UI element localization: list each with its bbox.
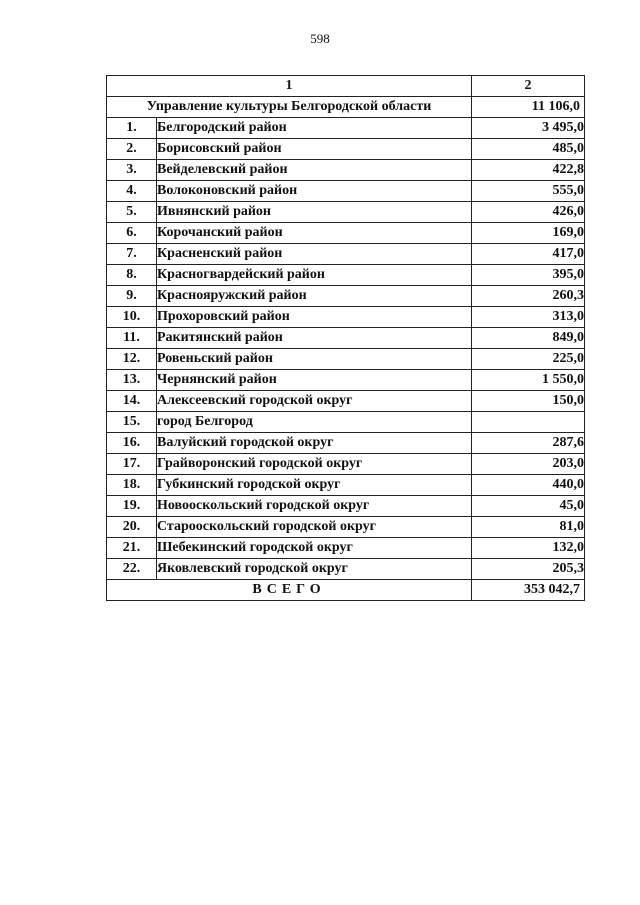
table-row [107,181,585,202]
row-name: Чернянский район [157,370,472,391]
row-name: Алексеевский городской округ [157,391,472,412]
header-col-1: 1 [107,76,472,97]
row-value: 225,0 [472,349,585,370]
table-header-row [107,76,585,97]
department-row [107,97,585,118]
department-value: 11 106,0 [472,97,585,118]
row-number: 7. [107,244,157,265]
table-row [107,349,585,370]
row-name: Белгородский район [157,118,472,139]
row-name: Яковлевский городской округ [157,559,472,580]
row-value: 3 495,0 [472,118,585,139]
row-number: 14. [107,391,157,412]
table-row [107,160,585,181]
row-number: 2. [107,139,157,160]
table-row [107,244,585,265]
row-number: 15. [107,412,157,433]
table-row [107,202,585,223]
row-name: Волоконовский район [157,181,472,202]
row-number: 3. [107,160,157,181]
row-name: Губкинский городской округ [157,475,472,496]
row-number: 5. [107,202,157,223]
table-row [107,412,585,433]
table-row [107,454,585,475]
row-value: 45,0 [472,496,585,517]
row-number: 20. [107,517,157,538]
table-row [107,307,585,328]
row-name: Борисовский район [157,139,472,160]
header-col-2: 2 [472,76,585,97]
row-value: 132,0 [472,538,585,559]
row-name: Корочанский район [157,223,472,244]
row-name: Ивнянский район [157,202,472,223]
row-number: 1. [107,118,157,139]
row-value: 417,0 [472,244,585,265]
row-name: Прохоровский район [157,307,472,328]
page-number: 598 [310,31,330,46]
row-number: 9. [107,286,157,307]
total-row [107,580,585,601]
row-value: 555,0 [472,181,585,202]
table-row [107,223,585,244]
row-value: 395,0 [472,265,585,286]
row-value [472,412,585,433]
table-row [107,118,585,139]
row-value: 205,3 [472,559,585,580]
total-label: ВСЕГО [107,580,472,601]
row-number: 21. [107,538,157,559]
budget-table [106,75,585,601]
table-row [107,370,585,391]
table-row [107,391,585,412]
row-number: 6. [107,223,157,244]
row-number: 13. [107,370,157,391]
row-name: Вейделевский район [157,160,472,181]
row-value: 287,6 [472,433,585,454]
row-value: 440,0 [472,475,585,496]
row-value: 260,3 [472,286,585,307]
table-row [107,286,585,307]
row-name: Грайворонский городской округ [157,454,472,475]
row-number: 8. [107,265,157,286]
row-name: Шебекинский городской округ [157,538,472,559]
table-row [107,265,585,286]
row-value: 485,0 [472,139,585,160]
table-row [107,517,585,538]
table-row [107,475,585,496]
row-value: 1 550,0 [472,370,585,391]
row-value: 169,0 [472,223,585,244]
total-value: 353 042,7 [472,580,585,601]
row-number: 16. [107,433,157,454]
row-value: 422,8 [472,160,585,181]
row-name: Ракитянский район [157,328,472,349]
row-value: 203,0 [472,454,585,475]
row-number: 18. [107,475,157,496]
row-value: 313,0 [472,307,585,328]
row-number: 11. [107,328,157,349]
department-name: Управление культуры Белгородской области [107,97,472,118]
row-name: Старооскольский городской округ [157,517,472,538]
row-name: Новооскольский городской округ [157,496,472,517]
row-number: 12. [107,349,157,370]
row-name: Ровеньский район [157,349,472,370]
row-number: 10. [107,307,157,328]
row-name: Валуйский городской округ [157,433,472,454]
row-value: 150,0 [472,391,585,412]
row-number: 4. [107,181,157,202]
row-name: Красногвардейский район [157,265,472,286]
row-number: 17. [107,454,157,475]
row-value: 81,0 [472,517,585,538]
row-name: Краснояружский район [157,286,472,307]
table-row [107,328,585,349]
row-value: 426,0 [472,202,585,223]
table-row [107,538,585,559]
table-row [107,559,585,580]
row-number: 22. [107,559,157,580]
row-number: 19. [107,496,157,517]
table-row [107,496,585,517]
row-value: 849,0 [472,328,585,349]
table-row [107,433,585,454]
row-name: город Белгород [157,412,472,433]
table-row [107,139,585,160]
row-name: Красненский район [157,244,472,265]
